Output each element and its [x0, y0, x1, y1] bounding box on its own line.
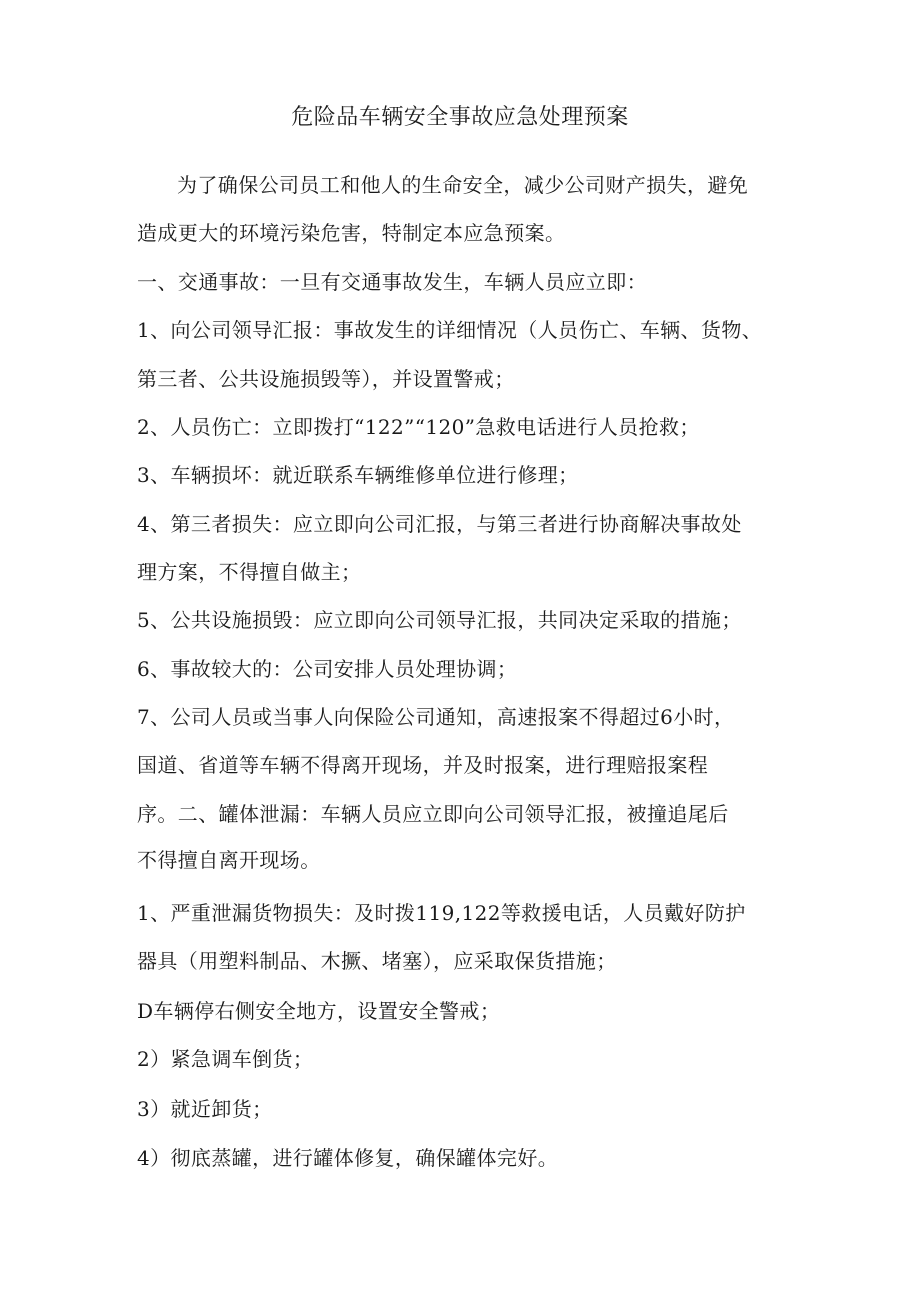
paragraph-line: 7、公司人员或当事人向保险公司通知，高速报案不得超过6小时， [137, 705, 735, 729]
paragraph-line: 造成更大的环境污染危害，特制定本应急预案。 [137, 221, 566, 245]
paragraph-line: 1、严重泄漏货物损失：及时拨119,122等救援电话，人员戴好防护 [137, 901, 746, 925]
paragraph-line: D车辆停右侧安全地方，设置安全警戒； [137, 999, 501, 1023]
paragraph-line: 1、向公司领导汇报：事故发生的详细情况（人员伤亡、车辆、货物、 [137, 318, 763, 342]
paragraph-line: 3、车辆损坏：就近联系车辆维修单位进行修理； [137, 463, 579, 487]
paragraph-line: 2、人员伤亡：立即拨打“122”“120”急救电话进行人员抢救； [137, 415, 700, 439]
paragraph-line: 器具（用塑料制品、木撅、堵塞），应采取保货措施； [137, 949, 617, 973]
paragraph-line: 4、第三者损失：应立即向公司汇报，与第三者进行协商解决事故处 [137, 512, 742, 536]
paragraph-line: 2）紧急调车倒货； [137, 1047, 314, 1071]
paragraph-line: 6、事故较大的：公司安排人员处理协调； [137, 657, 518, 681]
paragraph-line: 一、交通事故：一旦有交通事故发生，车辆人员应立即： [137, 270, 647, 294]
paragraph-line: 不得擅自离开现场。 [137, 848, 321, 872]
paragraph-line: 理方案，不得擅自做主； [137, 560, 362, 584]
paragraph-line: 为了确保公司员工和他人的生命安全，减少公司财产损失，避免 [177, 173, 749, 197]
paragraph-line: 序。二、罐体泄漏：车辆人员应立即向公司领导汇报，被撞追尾后 [137, 802, 729, 826]
paragraph-line: 3）就近卸货； [137, 1097, 273, 1121]
paragraph-line: 4）彻底蒸罐，进行罐体修复，确保罐体完好。 [137, 1146, 559, 1170]
paragraph-line: 国道、省道等车辆不得离开现场，并及时报案，进行理赔报案程 [137, 753, 709, 777]
paragraph-line: 第三者、公共设施损毁等），并设置警戒； [137, 367, 515, 391]
document-title: 危险品车辆安全事故应急处理预案 [291, 105, 629, 130]
paragraph-line: 5、公共设施损毁：应立即向公司领导汇报，共同决定采取的措施； [137, 608, 742, 632]
